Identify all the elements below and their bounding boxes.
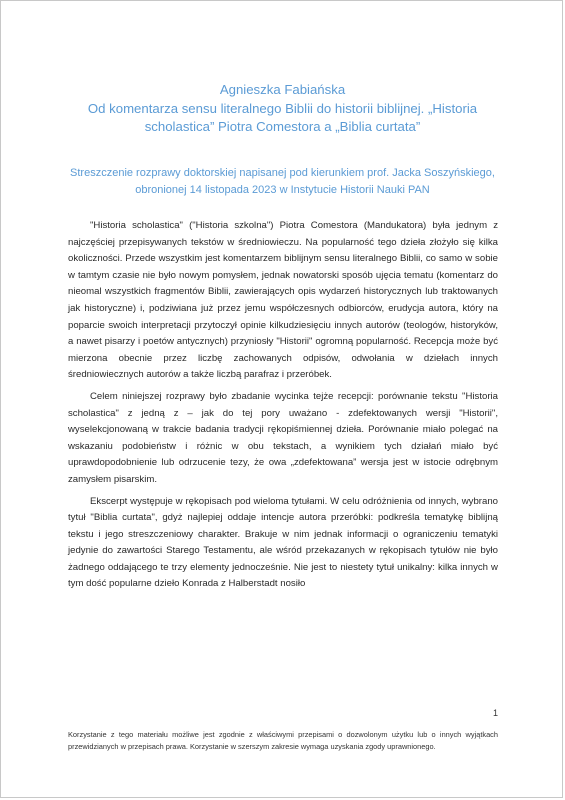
document-title: Od komentarza sensu literalnego Biblii do historii biblijnej. „Historia scholastica” Piotra Comestora a „Biblia curtata” xyxy=(87,101,478,134)
author-name: Agnieszka Fabiańska xyxy=(219,82,346,97)
paragraph: Celem niniejszej rozprawy było zbadanie wycinka tejże recepcji: porównanie tekstu "Historia scholastica" z jedną z – jak do tej pory uważano - zdefektowanych wersji "Historii", wyselekcjonowaną w trakcie badania tradycji rękopiśmiennej dzieła. Porównanie miało polegać na wskazaniu podobieństw i różnic w obu tekstach, a wynikiem tych działań miało być uprawdopodobnienie lub odrzucenie tezy, że owa „zdefektowana” wersja jest w istocie odrębnym zamysłem pisarskim. xyxy=(68,390,498,485)
paragraph: "Historia scholastica" ("Historia szkolna") Piotra Comestora (Mandukatora) była jednym z najczęściej przepisywanych tekstów w średniowieczu. Na popularność tego dzieła złożyło się kilka okoliczności. Przede wszystkim jest komentarzem biblijnym sensu literalnego Biblii, co samo w sobie w tamtym czasie nie było nowym pomysłem, jednak nowatorski sposób ujęcia tematu (komentarz do nieomal wszystkich fragmentów Biblii, zawierających opis wydarzeń historycznych lub traktowanych jak historyczne) i, podziwiana już przez jemu współczesnych odbiorców, erudycja autora, który na poparcie swoich interpretacji przytoczył opinie kilkudziesięciu innych autorów (teologów, historyków, a nawet pisarzy i poetów antycznych) przyniosły "Historii" ogromną popularność. Recepcja może być mierzona obecnie przez liczbę zachowanych odpisów, odwołania w dziełach innych średniowiecznych autorów a także liczbą parafraz i przeróbek. xyxy=(68,220,498,381)
body-text xyxy=(68,218,498,598)
footer-note: Korzystanie z tego materiału możliwe jest zgodnie z właściwymi przepisami o dozwolonym użytku lub o innych wyjątkach przewidzianych w przepisach prawa. Korzystanie w szerszym zakresie wymaga uzyskania zgody uprawnionego. xyxy=(68,730,498,751)
document-header xyxy=(61,81,504,136)
paragraph: Ekscerpt występuje w rękopisach pod wieloma tytułami. W celu odróżnienia od innych, wybrano tytuł "Biblia curtata", gdyż najlepiej oddaje intencje autora przeróbki: podkreśla tematykę biblijną tekstu i jego streszczeniowy charakter. Brakuje w nim jednak informacji o ograniczeniu tematyki jedynie do zawartości Starego Testamentu, ale wśród przekazanych w rękopisach tytułów nie było żadnego oddającego te trzy elementy jednocześnie. Nie jest to niestety tytuł unikalny: kilka innych w tym dość popularne dzieło Konrada z Halberstadt nosiło xyxy=(68,495,498,590)
page-number: 1 xyxy=(492,708,498,718)
document-subtitle: Streszczenie rozprawy doktorskiej napisanej pod kierunkiem prof. Jacka Soszyńskiego, obronionej 14 listopada 2023 w Instytucie Historii Nauki PAN xyxy=(70,167,495,196)
